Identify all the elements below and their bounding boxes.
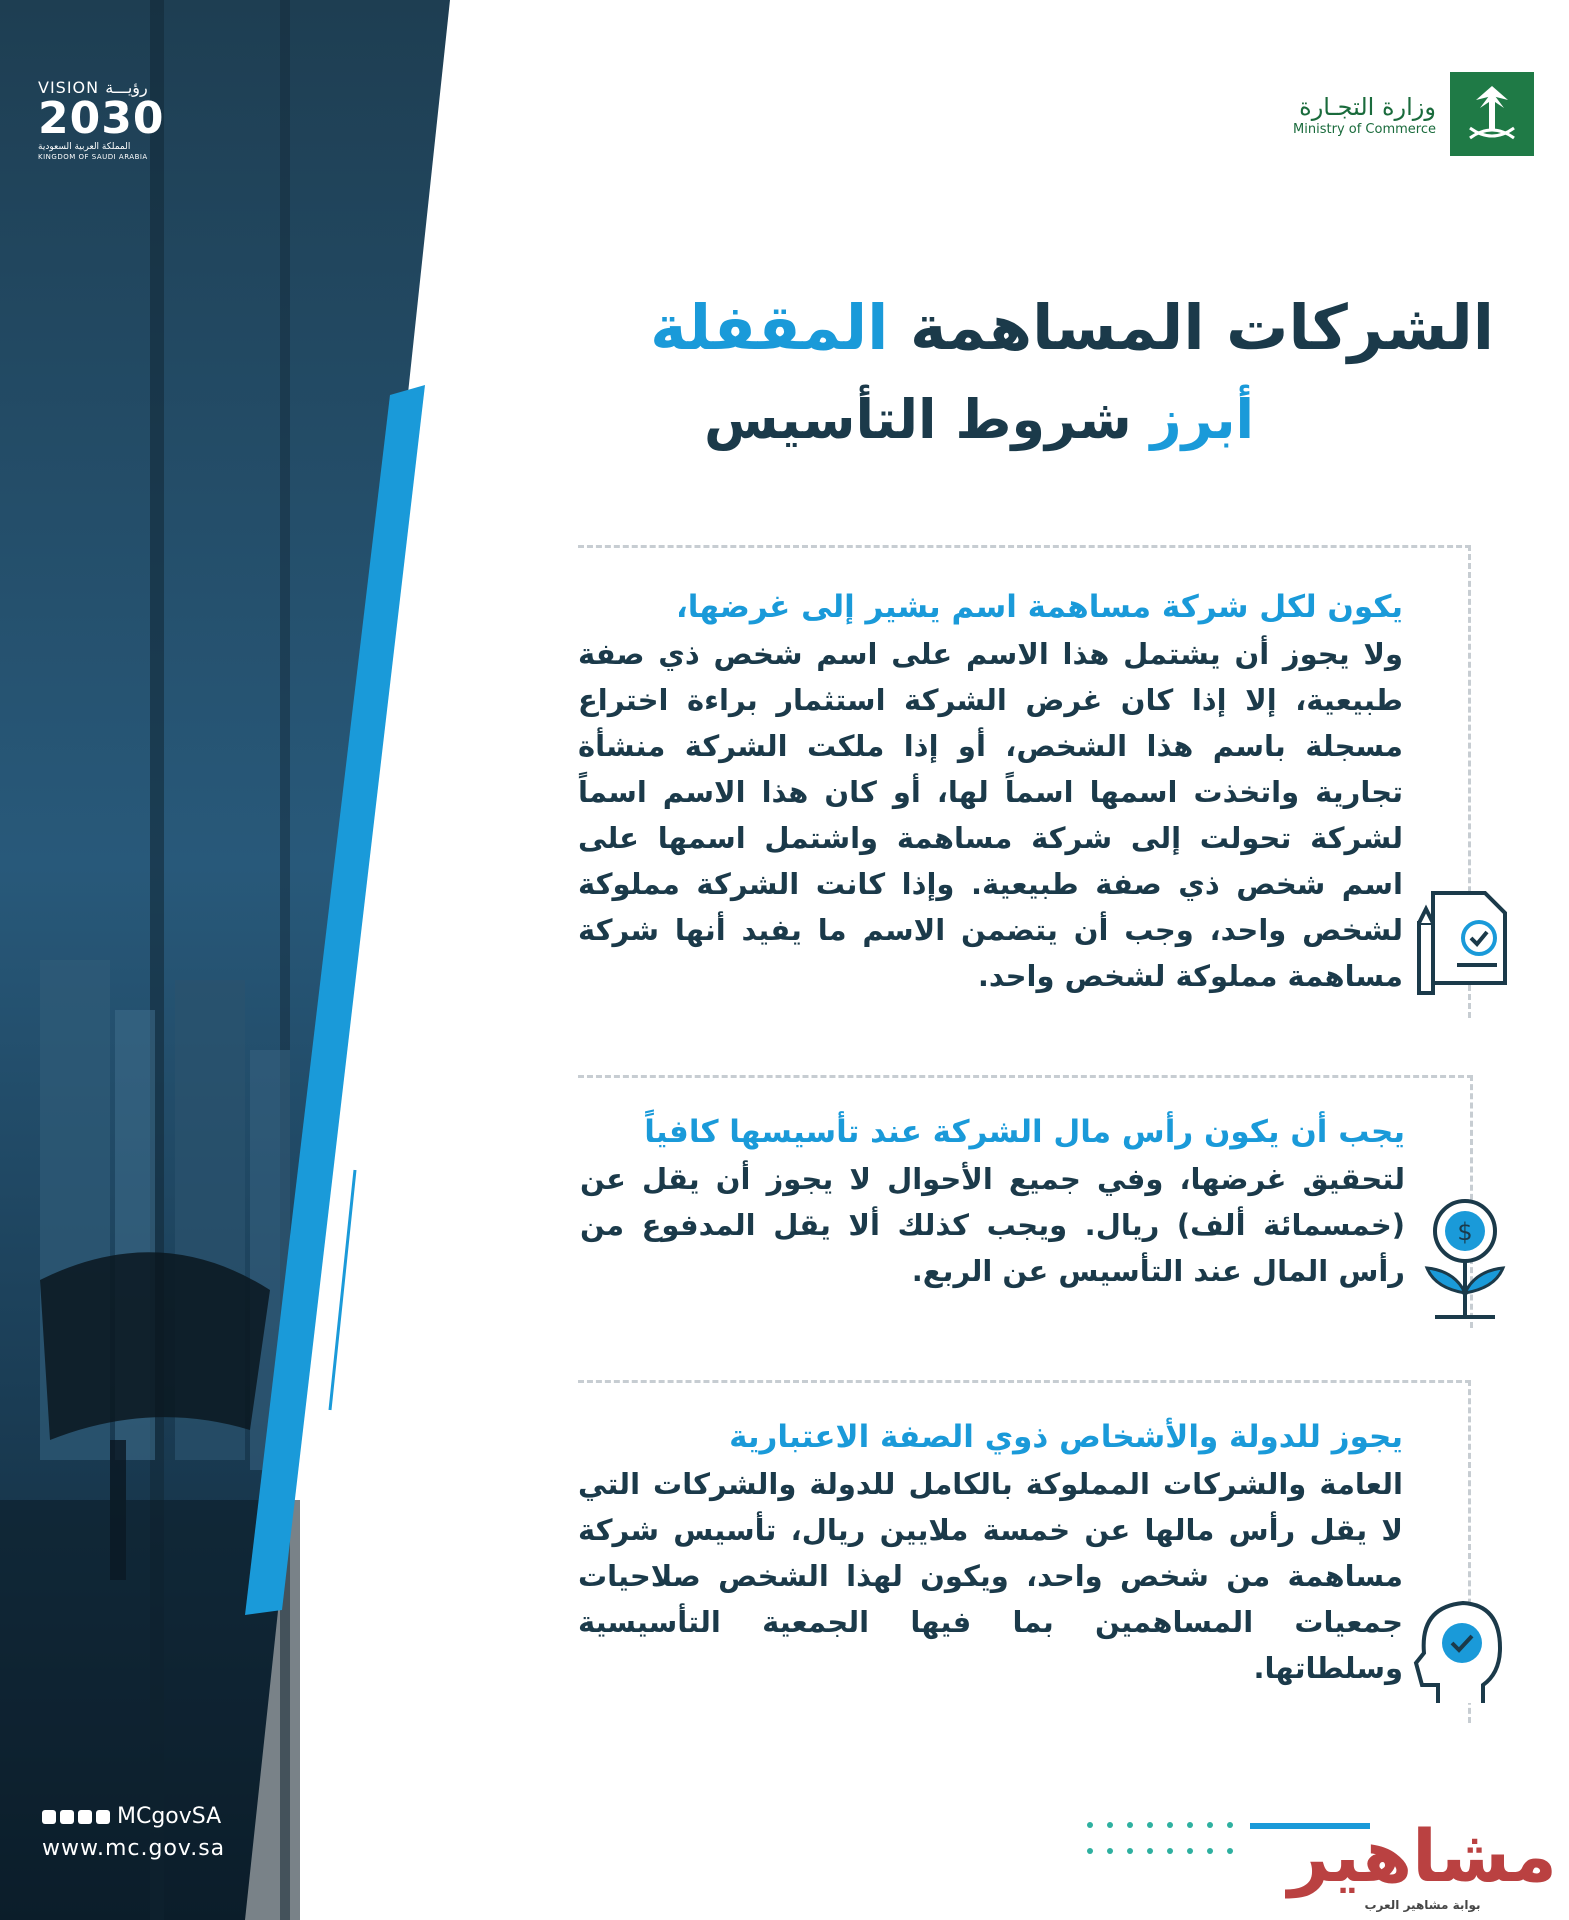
instagram-icon	[78, 1810, 92, 1824]
vision-country-ar: المملكة العربية السعودية	[38, 142, 131, 152]
subtitle-rest: شروط التأسيس	[703, 388, 1132, 451]
ministry-name-en: Ministry of Commerce	[1293, 121, 1436, 137]
section-heading-2: يجب أن يكون رأس مال الشركة عند تأسيسها كافياً	[644, 1114, 1405, 1150]
section-text-2	[580, 1108, 1405, 1294]
ministry-logo	[1293, 72, 1534, 156]
section-card-2	[578, 1075, 1473, 1328]
document-check-icon	[1413, 883, 1513, 1007]
page-title	[494, 290, 1494, 366]
title-part-2: المقفلة	[650, 291, 889, 364]
section-heading-1: يكون لكل شركة مساهمة اسم يشير إلى غرضها،	[676, 589, 1403, 625]
money-plant-icon	[1415, 1193, 1515, 1327]
website-link[interactable]: www.mc.gov.sa	[42, 1836, 226, 1861]
saudi-emblem-icon	[1450, 72, 1534, 156]
social-links[interactable]	[42, 1804, 221, 1829]
section-body-3: العامة والشركات المملوكة بالكامل للدولة والشركات التي لا يقل رأس مالها عن خمسة ملايين ريال، تأسيس شركة مساهمة من شخص واحد، ويكون لهذا الشخص صلاحيات جمعيات المساهمين بما فيها الجمعية التأسيسية وسلطاتها.	[578, 1467, 1403, 1685]
section-text-3	[578, 1413, 1403, 1691]
youtube-icon	[96, 1810, 110, 1824]
section-card-1	[578, 545, 1471, 1018]
page-subtitle	[554, 388, 1254, 451]
vision-country-en: KINGDOM OF SAUDI ARABIA	[38, 153, 148, 161]
section-body-1: ولا يجوز أن يشتمل هذا الاسم على اسم شخص ذي صفة طبيعية، إلا إذا كان غرض الشركة استثمار براءة اختراع مسجلة باسم هذا الشخص، أو إذا ملكت الشركة منشأة تجارية واتخذت اسمها اسماً لها، أو كان هذا الاسم اسماً لشركة تحولت إلى شركة مساهمة واشتمل اسمها على اسم شخص ذي صفة طبيعية. وإذا كانت الشركة مملوكة لشخص واحد، وجب أن يتضمن الاسم ما يفيد أنها شركة مساهمة مملوكة لشخص واحد.	[578, 637, 1403, 993]
section-card-3	[578, 1380, 1471, 1723]
vision-2030-logo	[38, 78, 168, 161]
social-handle: MCgovSA	[117, 1804, 222, 1829]
social-icons	[42, 1810, 110, 1824]
watermark-logo	[1288, 1814, 1557, 1912]
title-part-1: الشركات المساهمة	[909, 291, 1494, 364]
head-check-icon	[1408, 1593, 1508, 1717]
watermark-text: مشاهير	[1288, 1814, 1557, 1898]
section-heading-3: يجوز للدولة والأشخاص ذوي الصفة الاعتبارية	[729, 1419, 1403, 1455]
subtitle-highlight: أبرز	[1150, 388, 1254, 451]
svg-text:$: $	[1457, 1218, 1473, 1246]
facebook-icon	[60, 1810, 74, 1824]
section-text-1	[578, 583, 1403, 999]
vision-year: 2030	[38, 93, 165, 144]
watermark-sub: بوابة مشاهير العرب	[1364, 1898, 1481, 1912]
section-body-2: لتحقيق غرضها، وفي جميع الأحوال لا يجوز أن يقل عن (خمسمائة ألف) ريال. ويجب كذلك ألا يقل المدفوع من رأس المال عند التأسيس عن الربع.	[580, 1162, 1405, 1288]
vision-label: VISION رؤيـــة	[38, 78, 148, 97]
ministry-name-ar: وزارة التجـارة	[1299, 92, 1436, 121]
twitter-icon	[42, 1810, 56, 1824]
